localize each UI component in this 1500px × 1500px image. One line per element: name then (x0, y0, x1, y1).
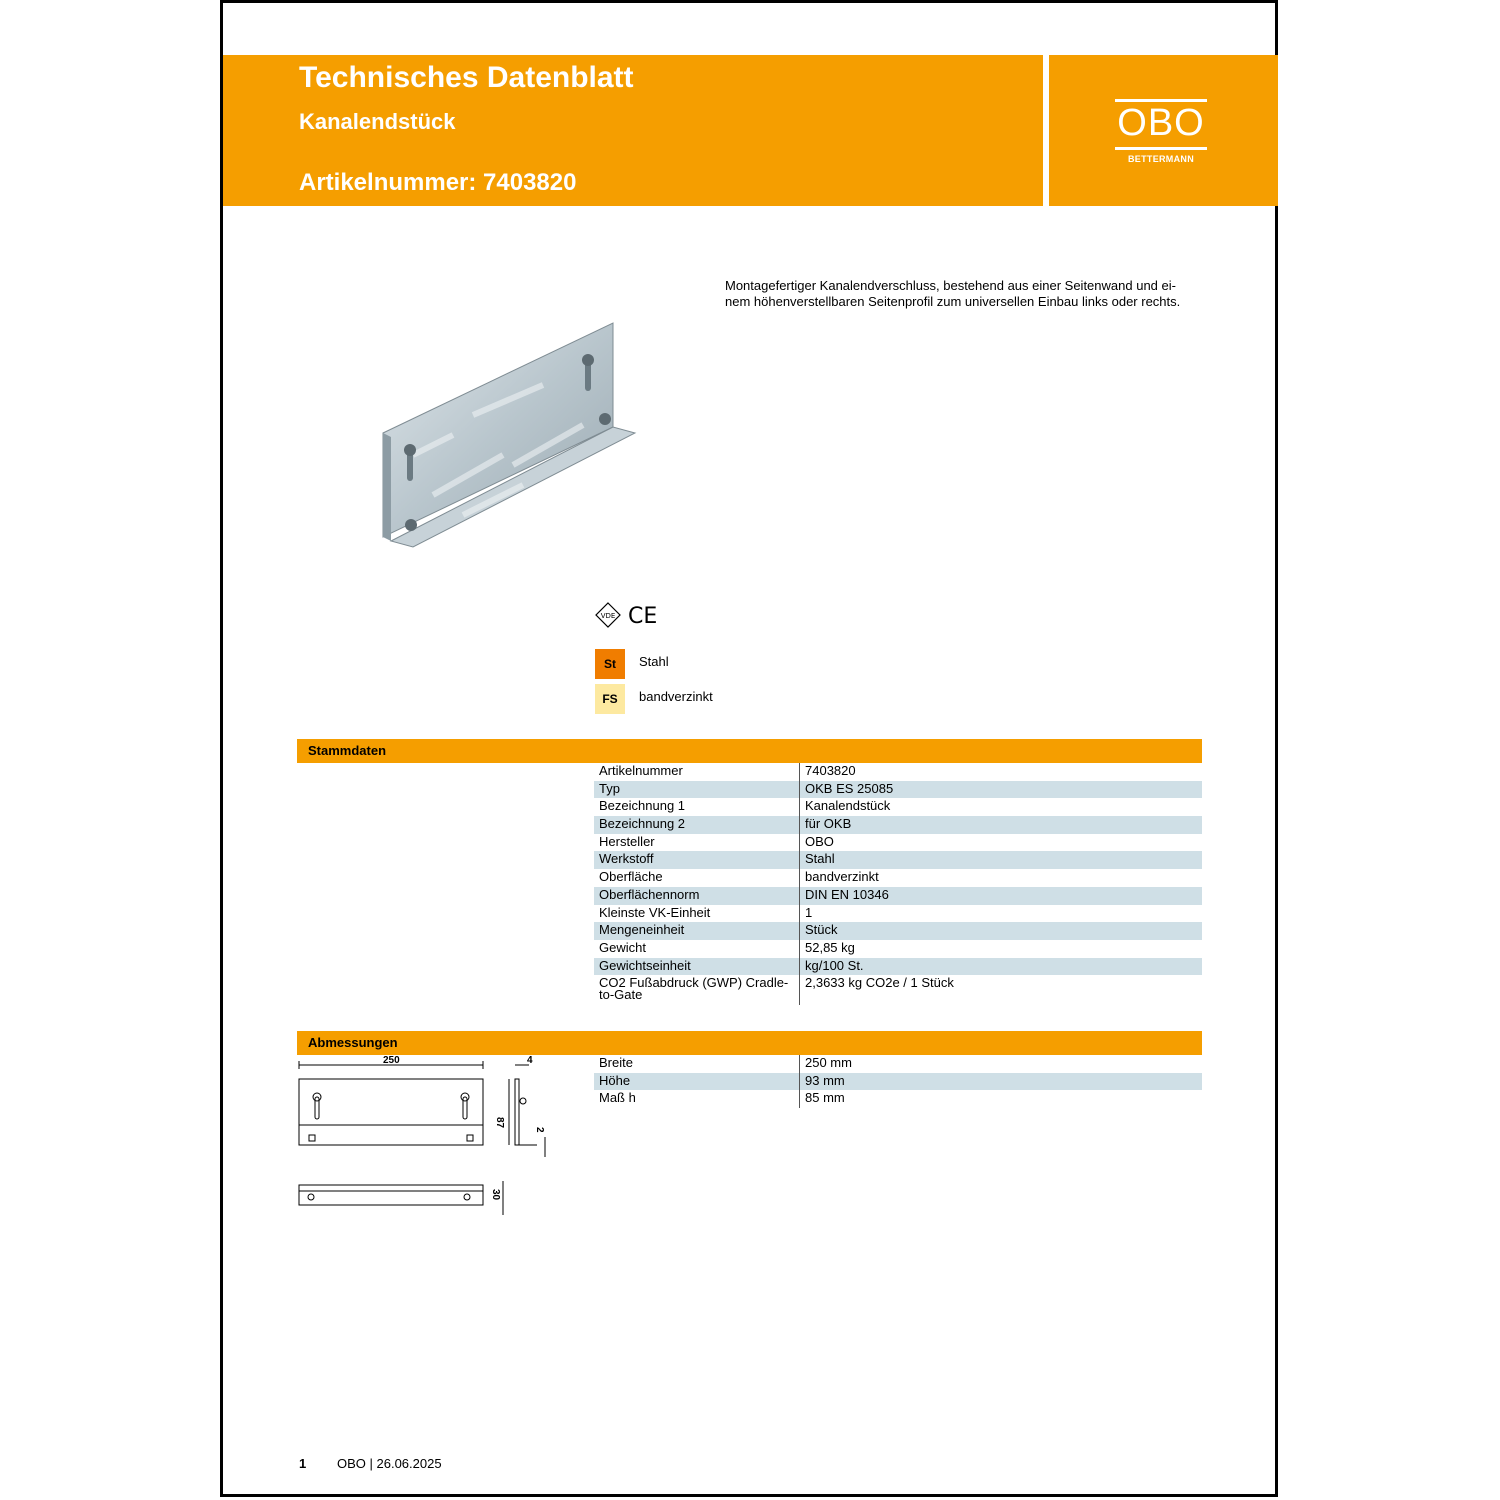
row-key: Gewicht (599, 939, 646, 955)
logo-banner (1049, 55, 1278, 206)
row-key: CO2 Fußabdruck (GWP) Cradle-to-Gate (599, 975, 789, 1003)
row-key: Kleinste VK-Einheit (599, 904, 711, 920)
table-row (594, 851, 1202, 869)
row-key: Breite (599, 1055, 633, 1070)
column-separator (799, 781, 800, 799)
column-separator (799, 887, 800, 905)
row-value: Stahl (805, 851, 835, 867)
material-badge-steel: St (595, 649, 625, 679)
dim-thickness-label: 4 (527, 1055, 533, 1066)
row-value: DIN EN 10346 (805, 886, 889, 902)
column-separator (799, 922, 800, 940)
row-key: Bezeichnung 1 (599, 798, 686, 814)
surface-label: bandverzinkt (639, 689, 713, 704)
column-separator (799, 905, 800, 923)
row-key: Gewichtseinheit (599, 957, 691, 973)
section-title: Abmessungen (308, 1035, 398, 1050)
product-description (725, 278, 1205, 310)
product-image (373, 315, 643, 550)
article-number-heading: Artikelnummer: 7403820 (299, 169, 577, 196)
logo-text: OBO (1117, 102, 1205, 144)
column-separator (799, 940, 800, 958)
row-key: Höhe (599, 1072, 631, 1088)
column-separator (799, 834, 800, 852)
row-key: Hersteller (599, 833, 655, 849)
description-line: Montagefertiger Kanalendverschluss, bestehend aus einer Seitenwand und ei- (725, 278, 1176, 293)
row-value: OBO (805, 833, 834, 849)
table-row (594, 834, 1202, 852)
table-row (594, 798, 1202, 816)
table-row (594, 763, 1202, 781)
column-separator (799, 975, 800, 1005)
column-separator (799, 851, 800, 869)
certification-marks (595, 599, 665, 631)
row-value: für OKB (805, 816, 852, 832)
datasheet-page (220, 0, 1278, 1497)
section-header-abmessungen (297, 1031, 1202, 1055)
row-value: 1 (805, 904, 813, 920)
description-line: nem höhenverstellbaren Seitenprofil zum universellen Einbau links oder rechts. (725, 294, 1181, 309)
table-row (594, 1090, 1202, 1108)
table-row (594, 975, 1202, 1005)
column-separator (799, 958, 800, 976)
table-row (594, 922, 1202, 940)
dim-flange-label: 2 (534, 1127, 545, 1133)
dim-height-label: 87 (494, 1117, 505, 1129)
stammdaten-table (594, 763, 1202, 1005)
section-header-stammdaten (297, 739, 1202, 763)
column-separator (799, 798, 800, 816)
row-value: bandverzinkt (805, 869, 879, 885)
table-row (594, 781, 1202, 799)
row-key: Werkstoff (599, 851, 654, 867)
row-key: Oberflächennorm (599, 886, 700, 902)
row-value: Kanalendstück (805, 798, 891, 814)
dim-depth-label: 30 (490, 1189, 501, 1201)
ce-mark-text: CE (628, 604, 658, 629)
row-key: Mengeneinheit (599, 922, 685, 938)
table-row (594, 816, 1202, 834)
row-value: kg/100 St. (805, 957, 864, 973)
column-separator (799, 1073, 800, 1091)
product-subtitle: Kanalendstück (299, 109, 456, 134)
page-number: 1 (299, 1456, 307, 1471)
table-row (594, 1055, 1202, 1073)
table-row (594, 869, 1202, 887)
vde-mark-icon (596, 603, 620, 627)
column-separator (799, 763, 800, 781)
abmessungen-table (594, 1055, 1202, 1108)
row-key: Bezeichnung 2 (599, 816, 686, 832)
section-title: Stammdaten (308, 743, 387, 758)
row-value: 250 mm (805, 1055, 852, 1070)
column-separator (799, 1055, 800, 1073)
row-value: OKB ES 25085 (805, 780, 894, 796)
column-separator (799, 816, 800, 834)
dimension-drawing (297, 1055, 557, 1225)
logo-bottom-bar (1115, 147, 1207, 150)
dim-width-label: 250 (383, 1055, 400, 1066)
table-row (594, 940, 1202, 958)
row-key: Typ (599, 780, 620, 796)
table-row (594, 887, 1202, 905)
column-separator (799, 1090, 800, 1108)
row-value: 2,3633 kg CO2e / 1 Stück (805, 975, 954, 991)
vde-mark-text: VDE (600, 612, 616, 620)
column-separator (799, 869, 800, 887)
material-label: Stahl (639, 654, 669, 669)
row-value: 93 mm (805, 1072, 845, 1088)
logo-subtext: BETTERMANN (1128, 154, 1194, 164)
row-key: Maß h (599, 1090, 636, 1106)
table-row (594, 958, 1202, 976)
table-row (594, 905, 1202, 923)
row-key: Oberfläche (599, 869, 663, 885)
row-value: 85 mm (805, 1090, 845, 1106)
ce-mark-icon (628, 604, 657, 629)
surface-badge: FS (595, 684, 625, 714)
row-value: 52,85 kg (805, 939, 855, 955)
row-value: 7403820 (805, 763, 856, 778)
footer-text: OBO | 26.06.2025 (337, 1456, 442, 1471)
table-row (594, 1073, 1202, 1091)
obo-logo (1111, 99, 1211, 169)
page-title: Technisches Datenblatt (299, 61, 634, 94)
header-banner (223, 55, 1043, 206)
row-value: Stück (805, 922, 838, 938)
row-key: Artikelnummer (599, 763, 683, 778)
